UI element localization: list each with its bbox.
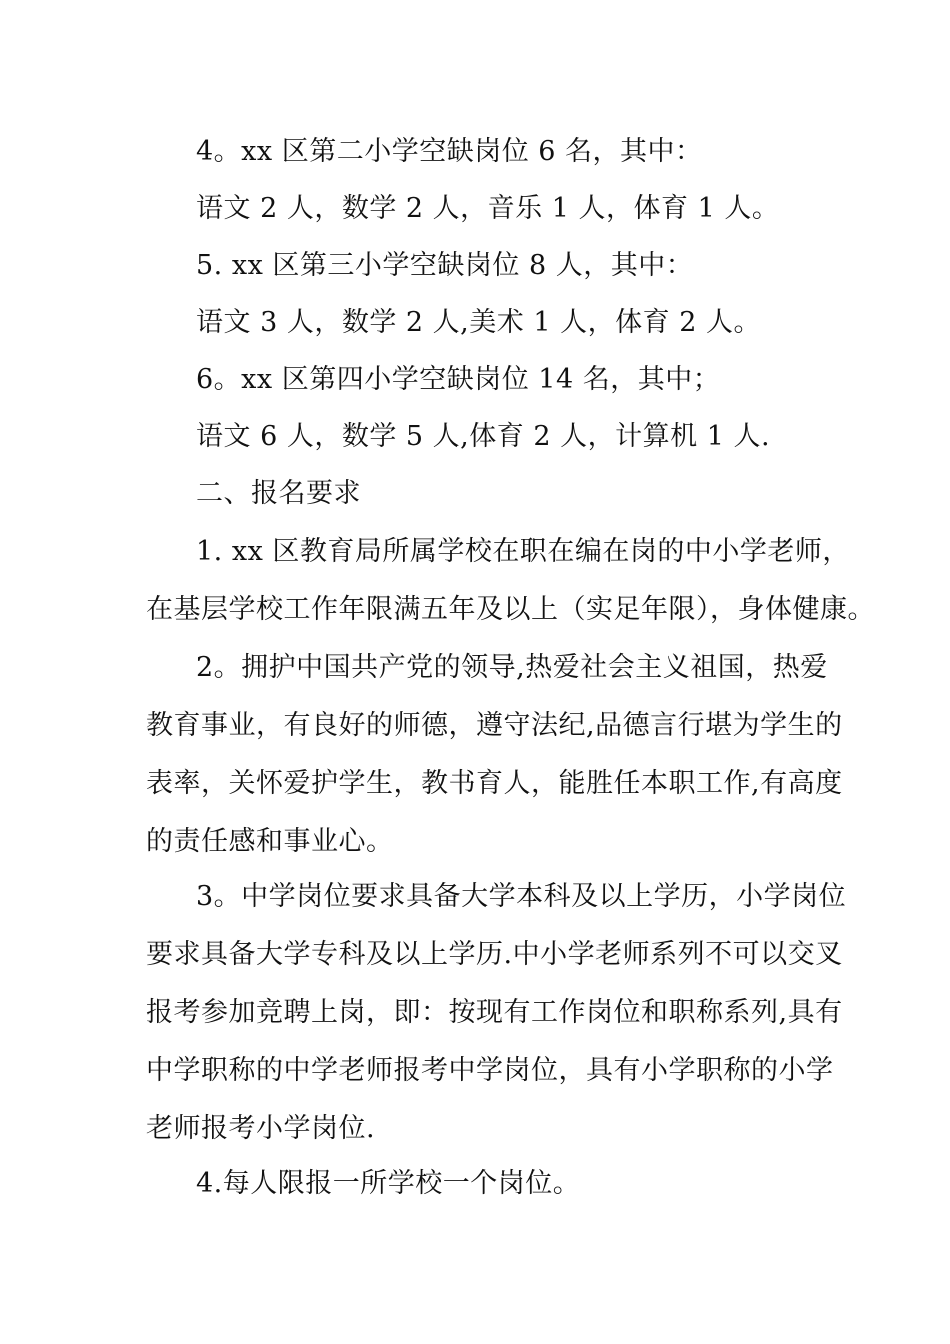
requirement-3-line-2: 要求具备大学专科及以上学历.中小学老师系列不可以交叉 [146,939,843,970]
requirement-3-line-5: 老师报考小学岗位. [146,1113,376,1144]
school3-vacancy-detail: 语文 3 人，数学 2 人,美术 1 人，体育 2 人。 [196,307,761,338]
requirement-2-line-2: 教育事业，有良好的师德，遵守法纪,品德言行堪为学生的 [146,710,843,741]
requirement-2-line-1: 2。拥护中国共产党的领导,热爱社会主义祖国，热爱 [196,652,828,683]
school4-vacancy-header: 6。xx 区第四小学空缺岗位 14 名，其中； [196,364,721,395]
school3-vacancy-header: 5. xx 区第三小学空缺岗位 8 人，其中： [196,250,694,281]
school2-vacancy-detail: 语文 2 人，数学 2 人，音乐 1 人，体育 1 人。 [196,193,780,224]
requirements-heading: 二、报名要求 [196,478,361,509]
school2-vacancy-header: 4。xx 区第二小学空缺岗位 6 名，其中： [196,136,703,167]
requirement-3-line-1: 3。中学岗位要求具备大学本科及以上学历，小学岗位 [196,881,847,912]
requirement-2-line-3: 表率，关怀爱护学生，教书育人，能胜任本职工作,有高度 [146,768,843,799]
school4-vacancy-detail: 语文 6 人，数学 5 人,体育 2 人，计算机 1 人. [196,421,771,452]
requirement-1-line-2: 在基层学校工作年限满五年及以上（实足年限），身体健康。 [146,594,875,625]
requirement-1-line-1: 1. xx 区教育局所属学校在职在编在岗的中小学老师， [196,536,850,567]
requirement-3-line-4: 中学职称的中学老师报考中学岗位，具有小学职称的小学 [146,1055,834,1086]
requirement-4: 4.每人限报一所学校一个岗位。 [196,1168,581,1199]
requirement-2-line-4: 的责任感和事业心。 [146,826,394,857]
requirement-3-line-3: 报考参加竞聘上岗，即：按现有工作岗位和职称系列,具有 [146,997,843,1028]
